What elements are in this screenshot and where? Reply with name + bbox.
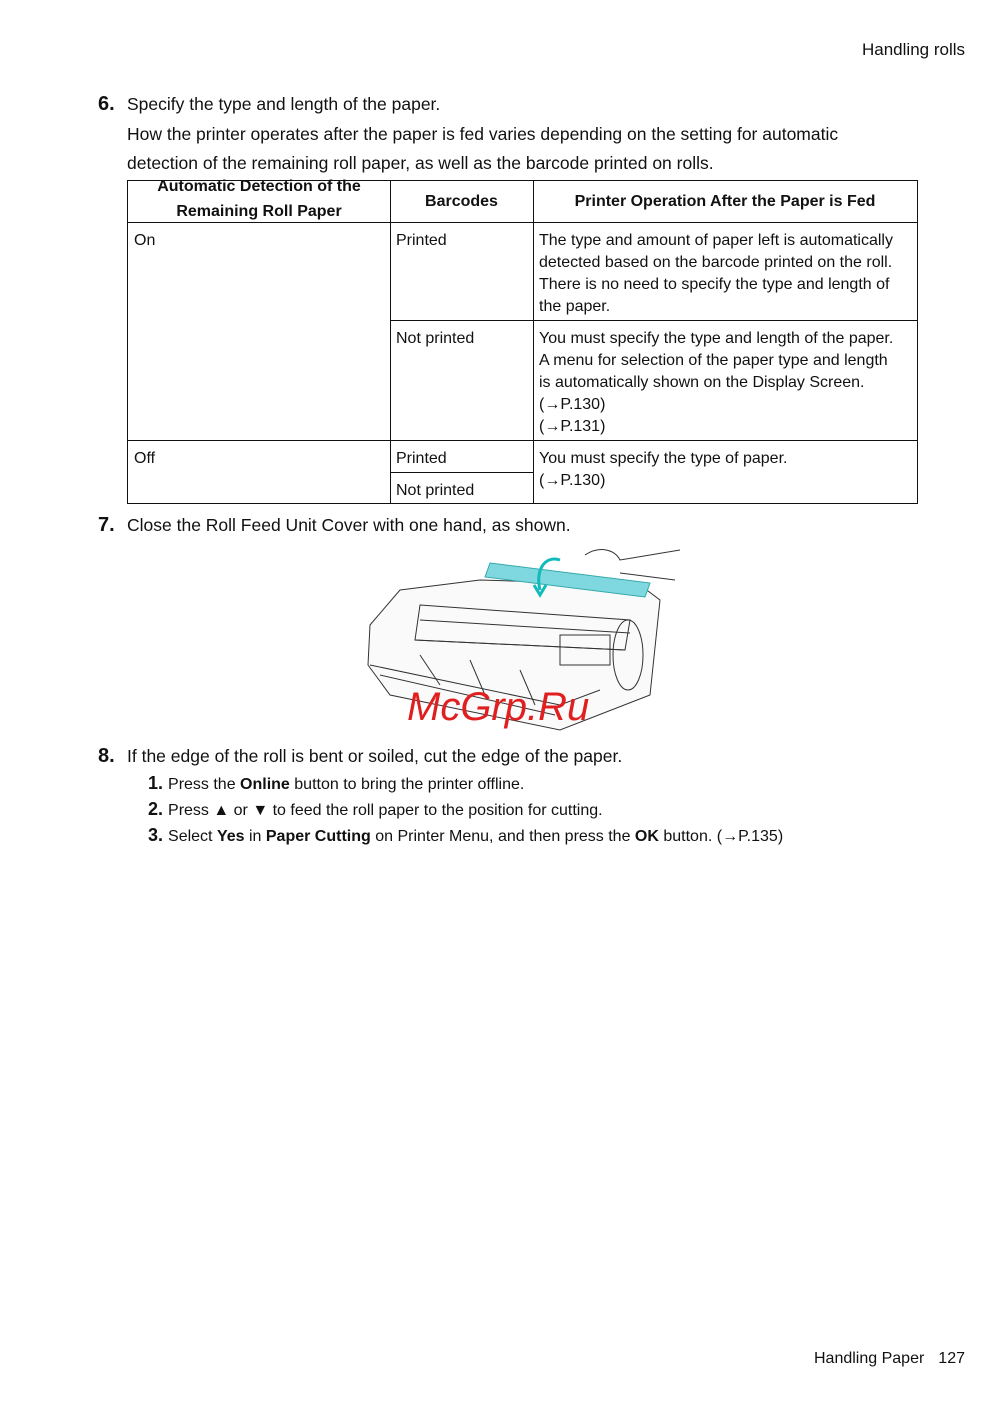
watermark: McGrp.Ru <box>407 685 590 729</box>
step-number: 6. <box>98 93 115 115</box>
text: on Printer Menu, and then press the <box>370 828 635 845</box>
text: Select <box>168 828 217 845</box>
step-title: If the edge of the roll is bent or soiled, cut the edge of the paper. <box>127 746 623 766</box>
cell-operation <box>533 323 899 443</box>
substep-number: 1. <box>148 773 164 793</box>
substep-3 <box>148 825 783 846</box>
text-line: You must specify the type of paper. <box>539 450 788 467</box>
step-8 <box>98 745 622 768</box>
cell-detection: Off <box>134 450 156 467</box>
substep-1 <box>148 773 524 794</box>
page-number: 127 <box>938 1350 965 1367</box>
operation-table <box>127 180 918 504</box>
button-name: OK <box>634 828 659 845</box>
cell-barcode: Not printed <box>396 482 475 499</box>
substep-number: 2. <box>148 799 164 819</box>
option-name: Yes <box>216 828 245 845</box>
step-6 <box>98 93 440 116</box>
cell-operation <box>533 443 793 497</box>
text-line: detected based on the barcode printed on the roll. <box>539 254 893 271</box>
page-link[interactable]: (→P.131) <box>539 418 606 435</box>
text: Press ▲ or ▼ to feed the roll paper to the position for cutting. <box>168 802 603 819</box>
step-6-desc-2: detection of the remaining roll paper, as well as the barcode printed on rolls. <box>127 153 714 173</box>
text-line: There is no need to specify the type and length of <box>539 276 890 293</box>
text: button to bring the printer offline. <box>289 776 525 793</box>
text-line: the paper. <box>539 298 611 315</box>
step-6-desc-1: How the printer operates after the paper is fed varies depending on the setting for automatic <box>127 124 839 144</box>
cell-detection: On <box>134 232 156 249</box>
footer <box>814 1350 965 1368</box>
header-barcodes: Barcodes <box>425 193 498 210</box>
text-line: You must specify the type and length of the paper. <box>539 330 894 347</box>
printer-illustration <box>360 545 690 735</box>
header-text: Automatic Detection of the <box>157 178 361 195</box>
text-line: A menu for selection of the paper type and length <box>539 352 888 369</box>
text-line: The type and amount of paper left is automatically <box>539 232 893 249</box>
header-detection <box>128 174 390 224</box>
page-link[interactable]: button. (→P.135) <box>658 828 784 845</box>
page-link[interactable]: (→P.130) <box>539 472 606 489</box>
cell-barcode: Printed <box>396 450 447 467</box>
step-number: 7. <box>98 514 115 536</box>
text-line: is automatically shown on the Display Screen. <box>539 374 865 391</box>
text: in <box>244 828 266 845</box>
button-name: Online <box>240 776 290 793</box>
step-number: 8. <box>98 745 115 767</box>
cell-operation <box>533 225 899 323</box>
section-header: Handling rolls <box>862 40 965 59</box>
header-operation: Printer Operation After the Paper is Fed <box>574 193 876 210</box>
substep-number: 3. <box>148 825 164 845</box>
step-title: Specify the type and length of the paper. <box>127 94 441 114</box>
step-title: Close the Roll Feed Unit Cover with one hand, as shown. <box>127 515 571 535</box>
menu-name: Paper Cutting <box>265 828 371 845</box>
cell-barcode: Not printed <box>396 330 475 347</box>
footer-chapter: Handling Paper <box>814 1350 925 1367</box>
step-7 <box>98 514 571 537</box>
cell-barcode: Printed <box>396 232 447 249</box>
page-link[interactable]: (→P.130) <box>539 396 606 413</box>
header-text: Remaining Roll Paper <box>176 203 342 220</box>
substep-2 <box>148 799 603 820</box>
text: Press the <box>168 776 241 793</box>
